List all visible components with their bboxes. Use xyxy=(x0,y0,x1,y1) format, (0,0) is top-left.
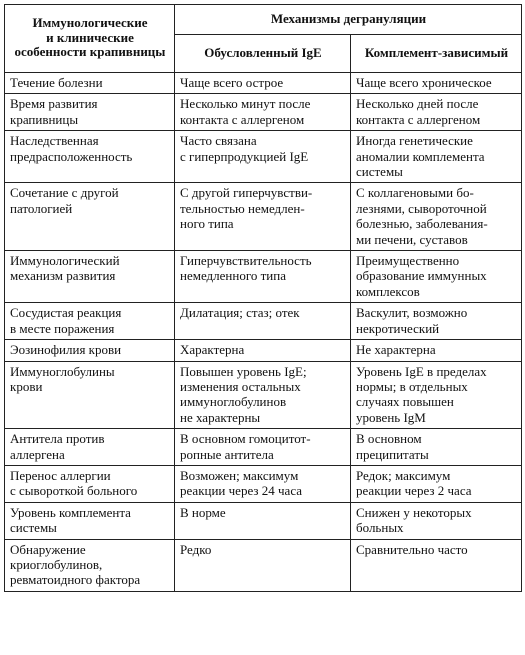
complement-text: Несколько дней после контакта с аллергеном xyxy=(356,96,481,127)
complement-cell xyxy=(351,73,522,94)
feature-cell xyxy=(5,340,175,361)
complement-text: Иногда генетические аномалии комплемента системы xyxy=(356,133,485,180)
ige-cell xyxy=(175,361,351,429)
complement-cell xyxy=(351,502,522,539)
complement-text: В основном преципитаты xyxy=(356,431,429,462)
complement-text: Чаще всего хроническое xyxy=(356,75,492,90)
complement-cell xyxy=(351,429,522,466)
ige-cell xyxy=(175,429,351,466)
feature-text: Сочетание с другой патологией xyxy=(10,185,119,216)
feature-cell xyxy=(5,251,175,303)
ige-cell xyxy=(175,73,351,94)
feature-cell xyxy=(5,361,175,429)
complement-text: Не характерна xyxy=(356,342,436,358)
complement-cell xyxy=(351,251,522,303)
feature-text: Иммунологический механизм развития xyxy=(10,253,120,284)
ige-text: Повышен уровень IgE; изменения остальных иммуноглобулинов не характерны xyxy=(180,363,307,425)
complement-text: Редок; максимум реакции через 2 часа xyxy=(356,467,472,499)
complement-cell xyxy=(351,303,522,340)
ige-text: Характерна xyxy=(180,342,245,358)
table-row xyxy=(5,73,522,94)
feature-cell xyxy=(5,94,175,131)
complement-cell xyxy=(351,94,522,131)
complement-cell xyxy=(351,340,522,361)
ige-text: С другой гиперчувстви- тельностью немедлен- ного типа xyxy=(180,185,313,232)
ige-text: Дилатация; стаз; отек xyxy=(180,305,300,321)
header-ige-label: Обусловленный IgE xyxy=(204,44,322,60)
header-row-top xyxy=(5,5,522,35)
table-row xyxy=(5,502,522,539)
ige-cell xyxy=(175,94,351,131)
complement-text: С коллагеновыми бо- лезнями, сывороточной болезнью, заболевания- ми печени, суставов xyxy=(356,185,488,247)
feature-cell xyxy=(5,539,175,591)
ige-cell xyxy=(175,183,351,251)
feature-text: Иммуноглобулины крови xyxy=(10,363,115,394)
ige-text: Несколько минут после контакта с аллергеном xyxy=(180,96,311,127)
ige-text: Возможен; максимум реакции через 24 часа xyxy=(180,467,303,499)
feature-text: Эозинофилия крови xyxy=(10,342,122,358)
table-row xyxy=(5,465,522,502)
feature-cell xyxy=(5,502,175,539)
ige-text: В норме xyxy=(180,504,226,520)
table-row xyxy=(5,429,522,466)
table-row xyxy=(5,131,522,183)
feature-text: Сосудистая реакция в месте поражения xyxy=(10,305,122,336)
header-complement-cell xyxy=(351,35,522,73)
table-row xyxy=(5,361,522,429)
ige-text: В основном гомоцитот- ропные антитела xyxy=(180,431,311,462)
complement-cell xyxy=(351,539,522,591)
complement-cell xyxy=(351,183,522,251)
complement-text: Сравнительно часто xyxy=(356,541,468,557)
urticaria-comparison-table xyxy=(4,4,522,592)
feature-cell xyxy=(5,131,175,183)
header-ige-cell xyxy=(175,35,351,73)
table-row xyxy=(5,539,522,591)
table-row xyxy=(5,94,522,131)
feature-cell xyxy=(5,429,175,466)
complement-text: Васкулит, возможно некротический xyxy=(356,305,468,336)
ige-cell xyxy=(175,502,351,539)
ige-cell xyxy=(175,539,351,591)
ige-text: Редко xyxy=(180,541,212,557)
complement-text: Снижен у некоторых больных xyxy=(356,504,472,536)
complement-cell xyxy=(351,131,522,183)
feature-text: Наследственная предрасположенность xyxy=(10,133,133,164)
feature-text: Уровень комплемента системы xyxy=(10,504,131,536)
feature-text: Перенос аллергии с сывороткой больного xyxy=(10,467,138,499)
feature-cell xyxy=(5,73,175,94)
feature-text: Время развития крапивницы xyxy=(10,96,98,127)
ige-cell xyxy=(175,465,351,502)
ige-cell xyxy=(175,251,351,303)
ige-cell xyxy=(175,303,351,340)
feature-cell xyxy=(5,183,175,251)
ige-text: Часто связана с гиперпродукцией IgE xyxy=(180,133,309,164)
header-feature-cell xyxy=(5,5,175,73)
table-row xyxy=(5,183,522,251)
ige-cell xyxy=(175,131,351,183)
feature-text: Антитела против аллергена xyxy=(10,431,105,462)
table-row xyxy=(5,340,522,361)
ige-text: Чаще всего острое xyxy=(180,75,284,90)
header-group-label: Механизмы дегрануляции xyxy=(270,10,427,26)
table-header xyxy=(5,5,522,73)
ige-text: Гиперчувствительность немедленного типа xyxy=(180,253,312,284)
header-group-cell xyxy=(175,5,522,35)
complement-cell xyxy=(351,465,522,502)
feature-text: Течение болезни xyxy=(10,75,103,90)
table-body xyxy=(5,73,522,592)
complement-text: Уровень IgE в пределах нормы; в отдельных случаях повышен уровень IgM xyxy=(356,363,487,425)
complement-cell xyxy=(351,361,522,429)
feature-cell xyxy=(5,303,175,340)
table-row xyxy=(5,303,522,340)
feature-cell xyxy=(5,465,175,502)
table-row xyxy=(5,251,522,303)
header-complement-label: Комплемент-зависимый xyxy=(364,44,509,60)
feature-text: Обнаружение криоглобулинов, ревматоидного фактора xyxy=(10,541,141,588)
complement-text: Преимущественно образование иммунных комплексов xyxy=(356,253,487,299)
header-feature-label: Иммунологические и клинические особенности крапивницы xyxy=(14,15,166,60)
ige-cell xyxy=(175,340,351,361)
